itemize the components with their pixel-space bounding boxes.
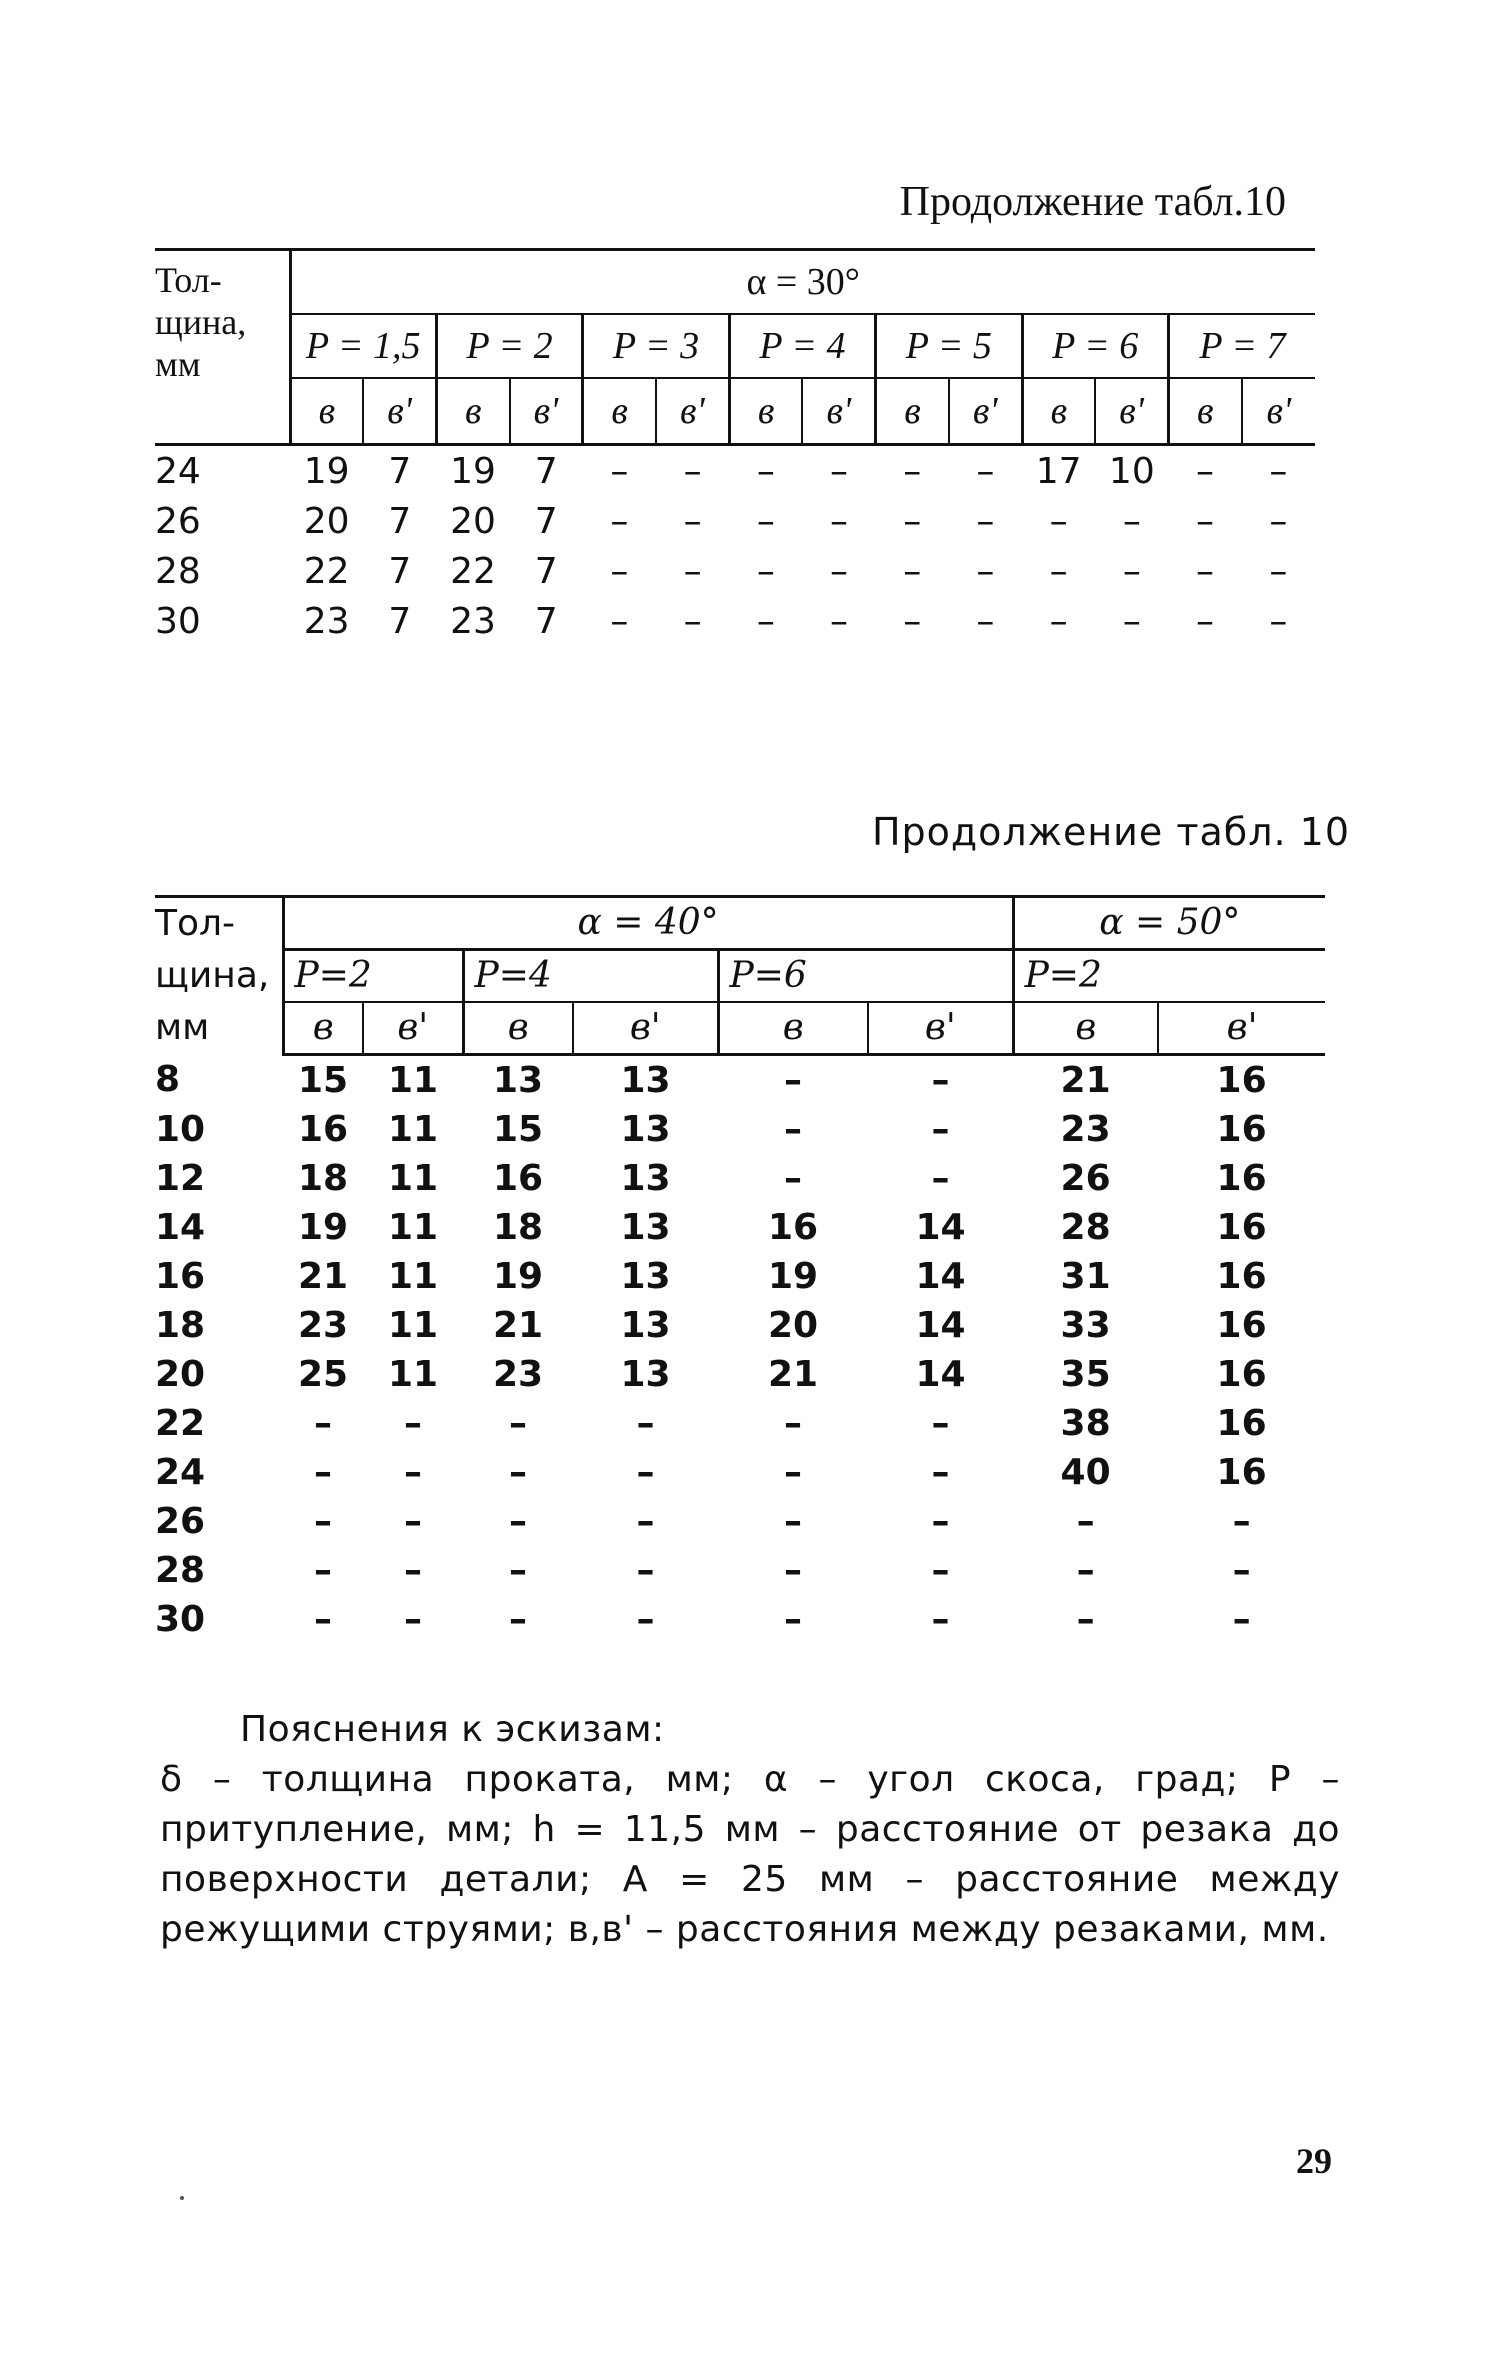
- table1-cell: –: [756, 500, 775, 542]
- table2-cell: –: [636, 1500, 655, 1542]
- table2-row: [155, 1301, 1325, 1350]
- table2-cell: 18: [155, 1304, 206, 1346]
- table1-sub-header: в': [363, 378, 436, 445]
- table1-sub-header: в: [583, 378, 656, 445]
- table2-sub-header: в': [573, 1002, 718, 1054]
- table1-cell: 7: [534, 550, 558, 592]
- table2-cell: 25: [297, 1353, 349, 1395]
- table2-cell: 26: [1060, 1157, 1111, 1199]
- table2-sub-header: в: [283, 1002, 363, 1054]
- table1-caption: Продолжение табл.10: [899, 179, 1286, 225]
- table1-sub-header: в': [1242, 378, 1315, 445]
- table1-cell: –: [1122, 550, 1141, 592]
- table2-cell: 13: [620, 1304, 671, 1346]
- table1-cell: –: [756, 450, 775, 492]
- table1-cell: 26: [155, 500, 201, 542]
- table2-cell: 11: [387, 1059, 439, 1101]
- table2-cell: 21: [297, 1255, 349, 1297]
- table2-cell: –: [784, 1059, 802, 1101]
- table2-row: [155, 1448, 1325, 1497]
- table2-cell: 16: [1216, 1402, 1267, 1444]
- table2-cell: –: [784, 1500, 802, 1542]
- table2-cell: 13: [620, 1157, 671, 1199]
- table2-cell: 11: [387, 1353, 439, 1395]
- table2-cell: 11: [387, 1108, 439, 1150]
- table2-cell: 16: [1216, 1451, 1267, 1493]
- table2-cell: –: [931, 1549, 950, 1591]
- table1-cell: –: [610, 550, 629, 592]
- table1-row: [155, 445, 1315, 497]
- table2-row: [155, 1399, 1325, 1448]
- table1-thickness-header: Тол- щина, мм: [155, 250, 290, 445]
- table2-cell: 35: [1060, 1353, 1111, 1395]
- table2-row: [155, 1203, 1325, 1252]
- table2-cell: –: [509, 1451, 527, 1493]
- table2-cell: 13: [620, 1353, 671, 1395]
- table2-cell: 16: [1216, 1304, 1267, 1346]
- table2-cell: 26: [155, 1500, 206, 1542]
- table1-cell: –: [830, 500, 849, 542]
- table2-cell: 16: [767, 1206, 819, 1248]
- table1-cell: –: [683, 450, 702, 492]
- table1-cell: –: [683, 500, 702, 542]
- table1-cell: 7: [388, 600, 412, 642]
- table2-cell: –: [1076, 1549, 1095, 1591]
- table2-cell: 13: [620, 1206, 671, 1248]
- table2-thickness-header: Тол- щина, мм: [155, 897, 283, 1055]
- table1-cell: 28: [155, 550, 201, 592]
- table2-cell: –: [314, 1500, 332, 1542]
- table2-cell: 12: [155, 1157, 206, 1199]
- scan-dot: [180, 2196, 184, 2200]
- table2-cell: 30: [155, 1598, 206, 1640]
- table2-cell: 13: [492, 1059, 544, 1101]
- table2-cell: 11: [387, 1304, 439, 1346]
- table2-row: [155, 1054, 1325, 1105]
- table1-cell: –: [756, 600, 775, 642]
- table1-row: [155, 546, 1315, 596]
- table1-sub-header: в: [1022, 378, 1095, 445]
- table2-p-header: P=4: [463, 949, 718, 1001]
- table2-alpha40-header: α = 40°: [283, 897, 1013, 950]
- table1-sub-header: в': [802, 378, 875, 445]
- table1-sub-header: в': [949, 378, 1022, 445]
- table2-cell: –: [314, 1451, 332, 1493]
- table1-p-header: P = 2: [436, 314, 582, 378]
- table2-cell: –: [931, 1402, 950, 1444]
- table1-sub-header: в: [876, 378, 949, 445]
- notes-title: Пояснения к эскизам:: [240, 1709, 665, 1750]
- table1-cell: –: [1269, 600, 1288, 642]
- table2-caption: Продолжение табл. 10: [871, 810, 1350, 854]
- table1-cell: –: [830, 600, 849, 642]
- table2-cell: –: [509, 1598, 527, 1640]
- table2-cell: 28: [155, 1549, 206, 1591]
- table2-row: [155, 1105, 1325, 1154]
- table1-cell: 19: [450, 450, 496, 492]
- table2-cell: 11: [387, 1157, 439, 1199]
- table1-p-header: P = 6: [1022, 314, 1168, 378]
- table2-sub-header: в: [718, 1002, 868, 1054]
- table1-cell: –: [1196, 600, 1215, 642]
- page-number: 29: [1296, 2141, 1332, 2181]
- table2-cell: 16: [1216, 1353, 1267, 1395]
- table2-cell: 14: [915, 1304, 966, 1346]
- table2-cell: 33: [1060, 1304, 1111, 1346]
- table2-cell: 22: [155, 1402, 206, 1444]
- table1-p-header: P = 5: [876, 314, 1022, 378]
- table1-cell: –: [1196, 550, 1215, 592]
- table1-cell: –: [1122, 500, 1141, 542]
- table2-cell: 31: [1060, 1255, 1111, 1297]
- table1-cell: 30: [155, 600, 201, 642]
- table2-alpha50-header: α = 50°: [1013, 897, 1325, 950]
- table2-cell: 23: [492, 1353, 544, 1395]
- table1-cell: 22: [450, 550, 496, 592]
- table2-cell: 11: [387, 1206, 439, 1248]
- table1-sub-header: в: [1168, 378, 1241, 445]
- table2-cell: –: [784, 1549, 802, 1591]
- table2-cell: 38: [1060, 1402, 1111, 1444]
- table2-cell: –: [636, 1451, 655, 1493]
- table1-cell: –: [610, 500, 629, 542]
- table2-cell: –: [404, 1451, 422, 1493]
- table2-cell: 16: [1216, 1206, 1267, 1248]
- table1-cell: –: [1196, 500, 1215, 542]
- table2-cell: 16: [1216, 1108, 1267, 1150]
- table1-p-header: P = 1,5: [290, 314, 436, 378]
- table1-cell: 24: [155, 450, 201, 492]
- table1-sub-header: в': [656, 378, 729, 445]
- table1-cell: –: [1049, 550, 1068, 592]
- table1-cell: –: [976, 500, 995, 542]
- table1-cell: 7: [534, 450, 558, 492]
- table2-cell: –: [931, 1500, 950, 1542]
- table2-cell: –: [931, 1108, 950, 1150]
- table2-cell: –: [314, 1402, 332, 1444]
- table1-p-header: P = 4: [729, 314, 875, 378]
- table2-sub-header: в': [868, 1002, 1013, 1054]
- table2-cell: 23: [297, 1304, 349, 1346]
- table1-sub-header: в: [729, 378, 802, 445]
- table2-cell: –: [1076, 1500, 1095, 1542]
- table2-row: [155, 1595, 1325, 1644]
- notes-text: δ – толщина проката, мм; α – угол скоса, град; P – притупление, мм; h = 11,5 мм – расстояние от резака до поверхности детали; А = 25 мм – расстояние между режущими струями; в,в' – расстояния между резаками, мм.: [160, 1759, 1340, 1950]
- table1-cell: 7: [534, 500, 558, 542]
- table2-cell: –: [404, 1549, 422, 1591]
- table1-p-header: P = 7: [1168, 314, 1315, 378]
- table2: [155, 895, 1325, 1644]
- table2-cell: 18: [297, 1157, 349, 1199]
- table2-cell: 16: [1216, 1255, 1267, 1297]
- table2-cell: 24: [155, 1451, 206, 1493]
- table2-cell: 16: [1216, 1157, 1267, 1199]
- table2-cell: 8: [155, 1058, 181, 1100]
- table2-cell: 13: [620, 1255, 671, 1297]
- table2-cell: 14: [915, 1206, 966, 1248]
- table2-cell: –: [1076, 1598, 1095, 1640]
- table2-cell: 11: [387, 1255, 439, 1297]
- table1-cell: –: [610, 450, 629, 492]
- table2-cell: –: [1232, 1500, 1251, 1542]
- table1-cell: 7: [388, 550, 412, 592]
- table2-row: [155, 1546, 1325, 1595]
- table2-sub-header: в': [1158, 1002, 1325, 1054]
- table1-cell: 7: [388, 500, 412, 542]
- table2-cell: –: [931, 1059, 950, 1101]
- table2-cell: –: [509, 1549, 527, 1591]
- table2-sub-header: в': [363, 1002, 463, 1054]
- table1-cell: 22: [303, 550, 350, 592]
- table1-row: [155, 496, 1315, 546]
- table1-sub-header: в: [290, 378, 363, 445]
- table2-cell: –: [931, 1157, 950, 1199]
- table2-p-header: P=2: [1013, 949, 1325, 1001]
- table1-p-header: P = 3: [583, 314, 729, 378]
- table2-row: [155, 1497, 1325, 1546]
- table1-cell: –: [830, 550, 849, 592]
- table1-cell: –: [683, 550, 702, 592]
- table2-p-header: P=2: [283, 949, 463, 1001]
- table1-cell: 20: [450, 500, 496, 542]
- table2-cell: 28: [1060, 1206, 1111, 1248]
- table2-cell: –: [509, 1402, 527, 1444]
- table2-cell: –: [1232, 1549, 1251, 1591]
- table2-cell: 19: [297, 1206, 349, 1248]
- table1-cell: –: [1196, 450, 1215, 492]
- table1-sub-header: в': [510, 378, 583, 445]
- table1-cell: –: [1122, 600, 1141, 642]
- table2-sub-header: в: [463, 1002, 573, 1054]
- table2-row: [155, 1252, 1325, 1301]
- table2-cell: –: [784, 1402, 802, 1444]
- table2-row: [155, 1350, 1325, 1399]
- table2-cell: 10: [155, 1108, 206, 1150]
- table1: [155, 248, 1315, 646]
- table2-cell: 14: [155, 1206, 206, 1248]
- table2-cell: –: [636, 1402, 655, 1444]
- table1-cell: –: [1269, 550, 1288, 592]
- table1-cell: –: [976, 550, 995, 592]
- table1-cell: 23: [303, 600, 350, 642]
- table2-cell: –: [636, 1598, 655, 1640]
- table2-cell: –: [404, 1500, 422, 1542]
- table2-cell: 16: [1216, 1059, 1267, 1101]
- notes: [160, 1705, 1340, 1955]
- table1-cell: 7: [388, 450, 412, 492]
- table2-cell: 23: [1060, 1108, 1111, 1150]
- table2-cell: 16: [297, 1108, 349, 1150]
- table2-cell: 21: [492, 1304, 544, 1346]
- table2-cell: 15: [492, 1108, 544, 1150]
- table1-sub-header: в': [1095, 378, 1168, 445]
- table1-cell: –: [1049, 500, 1068, 542]
- table2-cell: 14: [915, 1255, 966, 1297]
- table2-cell: 40: [1060, 1451, 1111, 1493]
- table1-cell: –: [903, 550, 922, 592]
- table1-cell: 10: [1108, 450, 1155, 492]
- table2-cell: 14: [915, 1353, 966, 1395]
- table2-cell: 13: [620, 1108, 671, 1150]
- table1-cell: –: [903, 450, 922, 492]
- table2-cell: 20: [767, 1304, 819, 1346]
- table1-cell: 23: [450, 600, 496, 642]
- table2-cell: –: [636, 1549, 655, 1591]
- table2-cell: 20: [155, 1353, 206, 1395]
- table1-cell: –: [1269, 500, 1288, 542]
- table1-sub-header: в: [436, 378, 509, 445]
- table1-cell: –: [683, 600, 702, 642]
- table2-cell: 13: [620, 1059, 671, 1101]
- table2-cell: –: [784, 1157, 802, 1199]
- table1-cell: –: [976, 450, 995, 492]
- table1-cell: –: [1269, 450, 1288, 492]
- table2-cell: –: [931, 1598, 950, 1640]
- table1-cell: –: [756, 550, 775, 592]
- table2-cell: 19: [492, 1255, 544, 1297]
- table1-row: [155, 596, 1315, 646]
- table2-cell: –: [314, 1549, 332, 1591]
- table1-cell: –: [903, 600, 922, 642]
- table2-cell: –: [1232, 1598, 1251, 1640]
- table1-cell: –: [976, 600, 995, 642]
- table1-cell: 17: [1035, 450, 1082, 492]
- table2-cell: –: [784, 1108, 802, 1150]
- table2-cell: –: [404, 1598, 422, 1640]
- table2-row: [155, 1154, 1325, 1203]
- table2-cell: 15: [297, 1059, 349, 1101]
- table2-cell: –: [314, 1598, 332, 1640]
- table2-cell: –: [509, 1500, 527, 1542]
- table2-p-header: P=6: [718, 949, 1013, 1001]
- table2-cell: 16: [155, 1255, 206, 1297]
- table2-cell: 19: [767, 1255, 819, 1297]
- table2-sub-header: в: [1013, 1002, 1158, 1054]
- table2-cell: 21: [1060, 1059, 1111, 1101]
- table2-cell: –: [784, 1451, 802, 1493]
- table1-cell: –: [610, 600, 629, 642]
- table2-cell: 16: [492, 1157, 544, 1199]
- table2-cell: 18: [492, 1206, 544, 1248]
- table1-cell: 20: [303, 500, 350, 542]
- table2-cell: –: [784, 1598, 802, 1640]
- table1-cell: –: [903, 500, 922, 542]
- table1-cell: –: [830, 450, 849, 492]
- table1-cell: –: [1049, 600, 1068, 642]
- table1-cell: 7: [534, 600, 558, 642]
- table2-cell: 21: [767, 1353, 819, 1395]
- table2-cell: –: [931, 1451, 950, 1493]
- table1-cell: 19: [303, 450, 350, 492]
- table1-alpha-header: α = 30°: [290, 250, 1315, 315]
- table2-cell: –: [404, 1402, 422, 1444]
